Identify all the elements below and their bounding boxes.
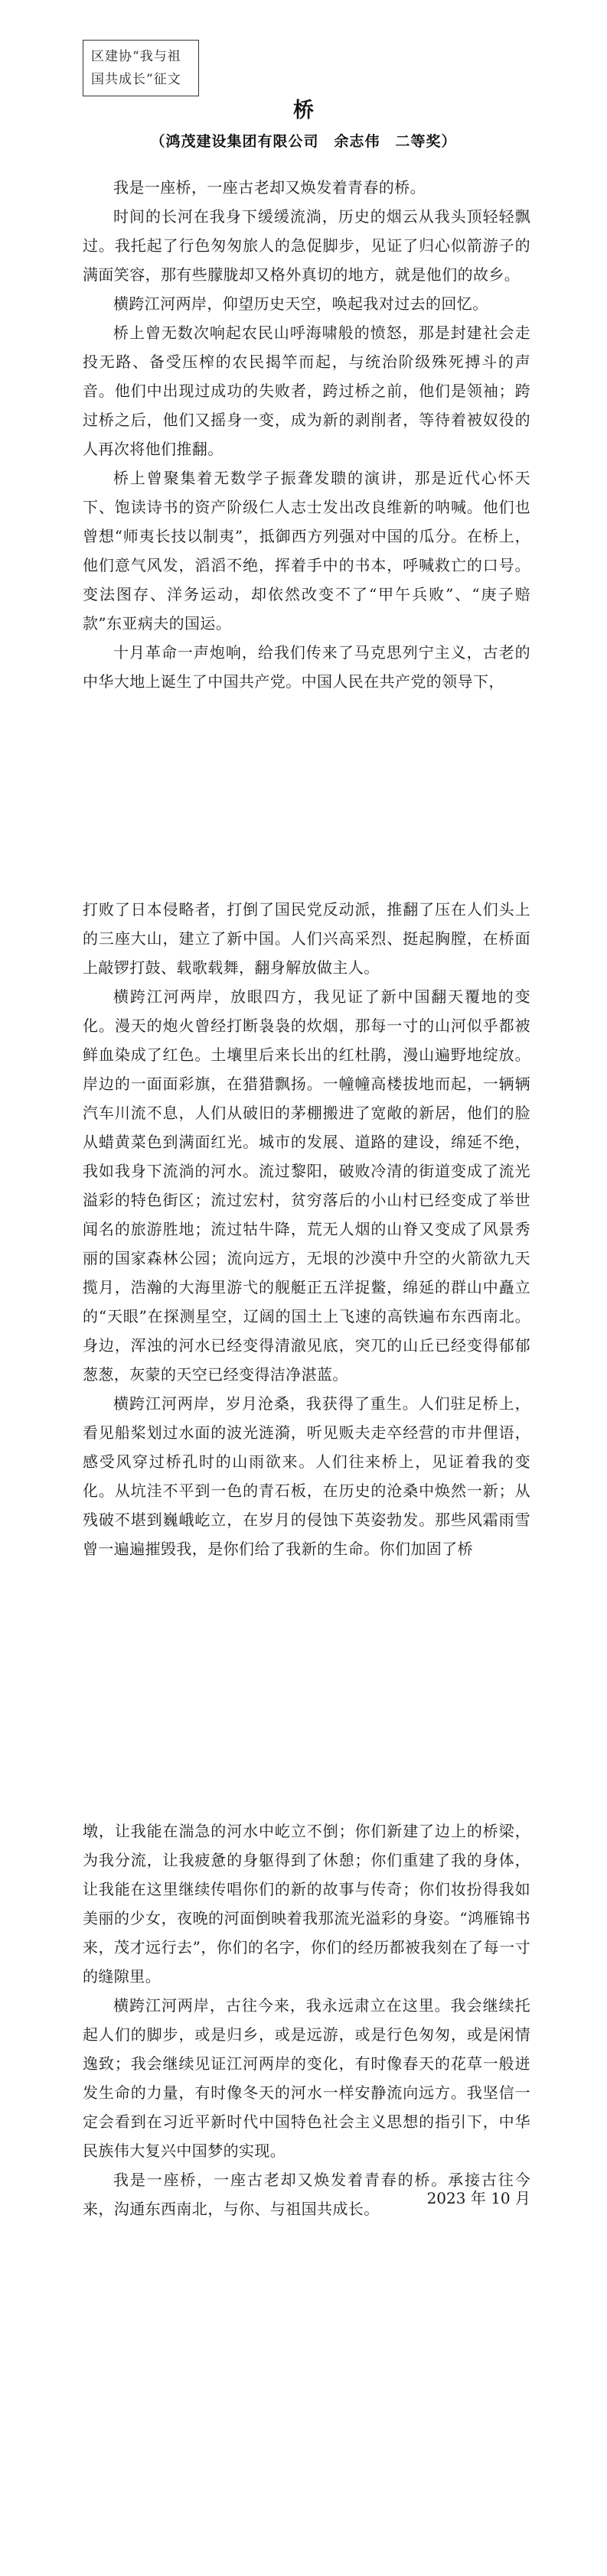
paragraph: 我是一座桥，一座古老却又焕发着青春的桥。 xyxy=(113,178,426,197)
paragraph: 横跨江河两岸，古往今来，我永远肃立在这里。我会继续托起人们的脚步，或是归乡，或是远游，或是行色匆匆，或是闲情逸致；我会继续见证江河两岸的变化，有时像春天的花草一般迸发生命的力量，有时像冬天的河水一样安静流向远方。我坚信一定会看到在习近平新时代中国特色社会主义思想的指引下，中华民族伟大复兴中国梦的实现。 xyxy=(83,1996,530,2160)
contest-tag-line-2: 国共成长”征文 xyxy=(91,72,181,87)
paragraph-continued: 墩，让我能在湍急的河水中屹立不倒；你们新建了边上的桥梁，为我分流，让我疲惫的身躯得到了休憩；你们重建了我的身体，让我能在这里继续传唱你们的新的故事与传奇；你们妆扮得我如美丽的少女，夜晚的河面倒映着我那流光溢彩的身姿。“鸿雁锦书来，茂才远行去”，你们的名字，你们的经历都被我刻在了每一寸的缝隙里。 xyxy=(83,1822,530,1986)
paragraph: 横跨江河两岸，放眼四方，我见证了新中国翻天覆地的变化。漫天的炮火曾经打断袅袅的炊烟，那每一寸的山河似乎都被鲜血染成了红色。土壤里后来长出的红杜鹃，漫山遍野地绽放。岸边的一面面彩旗，在猎猎飘扬。一幢幢高楼拔地而起，一辆辆汽车川流不息，人们从破旧的茅棚搬进了宽敞的新居，他们的脸从蜡黄菜色到满面红光。城市的发展、道路的建设，绵延不绝，我如我身下流淌的河水。流过黎阳，破败冷清的街道变成了流光溢彩的特色街区；流过宏村，贫穷落后的小山村已经变成了举世闻名的旅游胜地；流过牯牛降，荒无人烟的山脊又变成了风景秀丽的国家森林公园；流向远方，无垠的沙漠中升空的火箭欲九天揽月，浩瀚的大海里游弋的舰艇正五洋捉鳖，绵延的群山中矗立的“天眼”在探测星空，辽阔的国土上飞速的高铁遍布东西南北。身边，浑浊的河水已经变得清澈见底，突兀的山丘已经变得郁郁葱葱，灰蒙的天空已经变得洁净湛蓝。 xyxy=(83,987,530,1384)
essay-title: 桥 xyxy=(293,99,314,122)
author-byline: （鸿茂建设集团有限公司 余志伟 二等奖） xyxy=(150,133,457,150)
paragraph: 桥上曾无数次响起农民山呼海啸般的愤怒，那是封建社会走投无路、备受压榨的农民揭竿而起，与统治阶级殊死搏斗的声音。他们中出现过成功的失败者，跨过桥之前，他们是领袖；跨过桥之后，他们又摇身一变，成为新的剥削者，等待着被奴役的人再次将他们推翻。 xyxy=(83,324,530,458)
paragraph: 时间的长河在我身下缓缓流淌，历史的烟云从我头顶轻轻飘过。我托起了行色匆匆旅人的急促脚步，见证了归心似箭游子的满面笑容，那有些朦胧却又格外真切的地方，就是他们的故乡。 xyxy=(83,207,530,284)
paragraph: 横跨江河两岸，仰望历史天空，唤起我对过去的回忆。 xyxy=(113,294,488,313)
text-section-1 xyxy=(83,173,530,696)
paragraph: 我是一座桥，一座古老却又焕发着青春的桥。承接古往今来，沟通东西南北，与你、与祖国共成长。 xyxy=(83,2171,530,2218)
paragraph: 横跨江河两岸，岁月沧桑，我获得了重生。人们驻足桥上，看见船桨划过水面的波光涟漪，听见贩夫走卒经营的市井俚语，感受风穿过桥孔时的山雨欲来。人们往来桥上，见证着我的变化。从坑洼不平到一色的青石板，在历史的沧桑中焕然一新；从残破不堪到巍峨屹立，在岁月的侵蚀下英姿勃发。那些风霜雨雪曾一遍遍摧毁我，是你们给了我新的生命。你们加固了桥 xyxy=(83,1394,530,1558)
paragraph-continued: 打败了日本侵略者，打倒了国民党反动派，推翻了压在人们头上的三座大山，建立了新中国。人们兴高采烈、挺起胸膛，在桥面上敲锣打鼓、载歌载舞，翻身解放做主人。 xyxy=(83,900,530,977)
paragraph: 十月革命一声炮响，给我们传来了马克思列宁主义，古老的中华大地上诞生了中国共产党。中国人民在共产党的领导下， xyxy=(83,643,530,691)
paragraph: 桥上曾聚集着无数学子振聋发聩的演讲，那是近代心怀天下、饱读诗书的资产阶级仁人志士发出改良维新的呐喊。他们也曾想“师夷长技以制夷”，抵御西方列强对中国的瓜分。在桥上，他们意气风发，滔滔不绝，挥着手中的书本，呼喊救亡的口号。变法图存、洋务运动，却依然改变不了“甲午兵败”、“庚子赔款”东亚病夫的国运。 xyxy=(83,469,530,633)
contest-tag-line-1: 区建协“我与祖 xyxy=(91,49,181,64)
contest-tag-box xyxy=(83,40,199,96)
essay-date: 2023 年 10 月 xyxy=(426,2189,530,2207)
text-section-2 xyxy=(83,895,530,1563)
text-section-3 xyxy=(83,1817,530,2223)
